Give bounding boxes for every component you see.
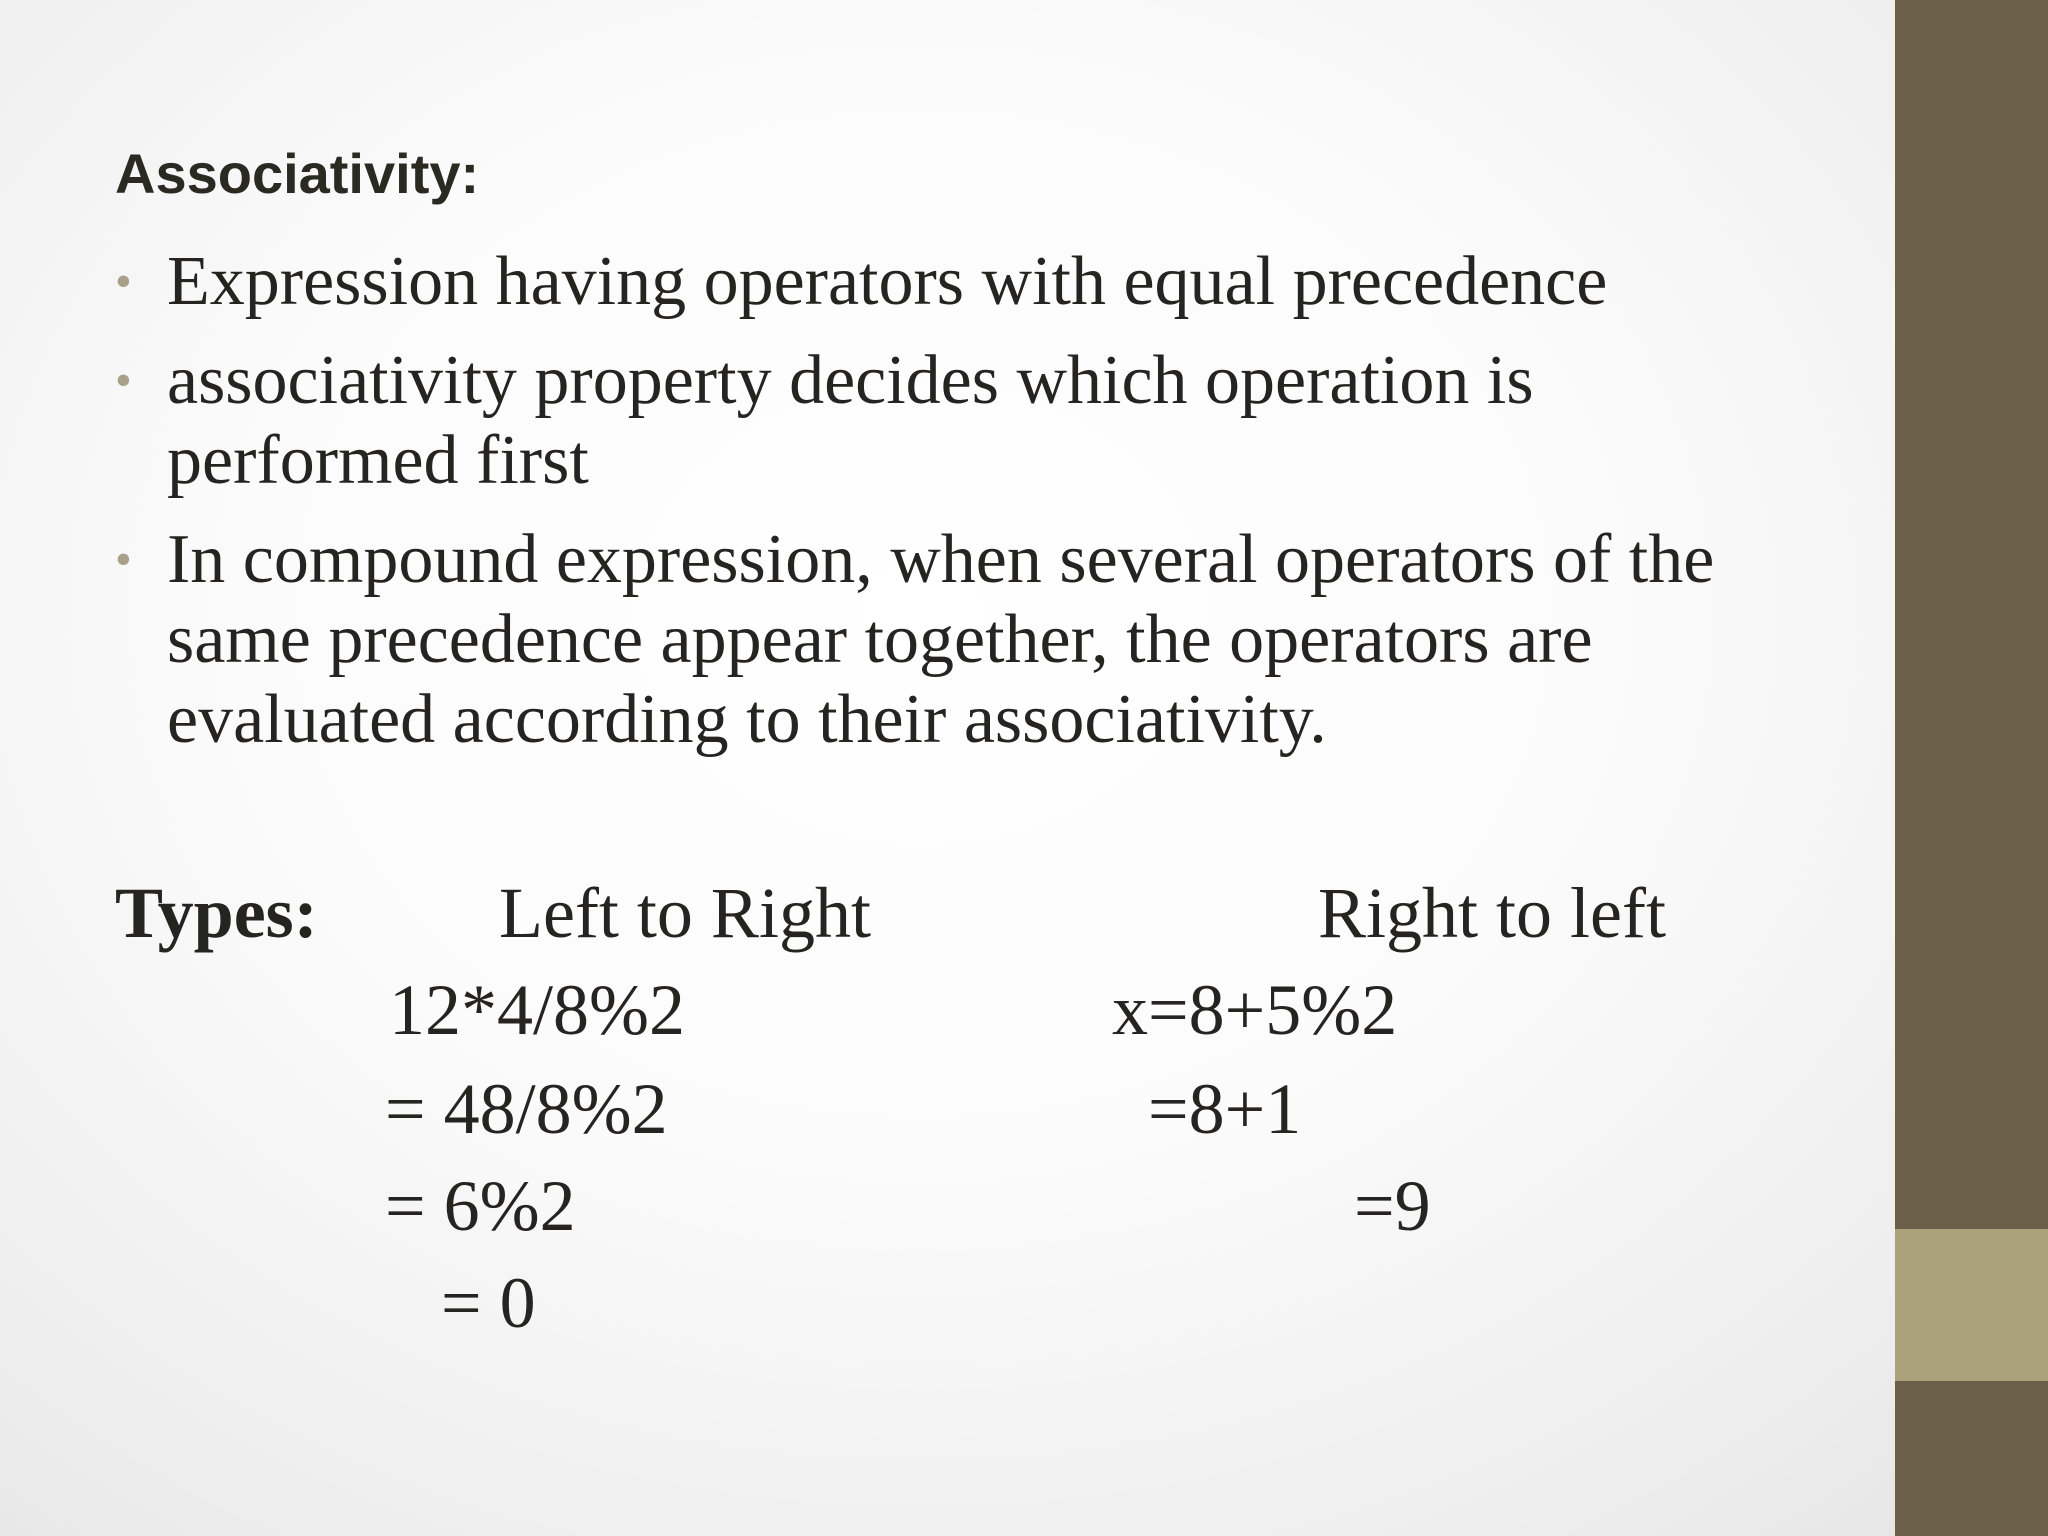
bullet-text: associativity property decides which operation is performed first [167, 342, 1534, 499]
types-label: Types: [115, 873, 318, 953]
ltr-step: = 48/8%2 [385, 1069, 668, 1149]
bullet-icon: • [115, 354, 132, 407]
left-to-right-title: Left to Right [499, 873, 871, 953]
bullet-icon: • [115, 255, 132, 308]
rtl-step: x=8+5%2 [1112, 970, 1398, 1050]
bullet-icon: • [115, 533, 132, 586]
right-to-left-title: Right to left [1318, 873, 1666, 953]
bullet-item [115, 520, 1795, 760]
bullet-list [115, 242, 1795, 779]
ltr-step: = 6%2 [385, 1166, 576, 1246]
ltr-step: 12*4/8%2 [389, 970, 685, 1050]
bullet-text: Expression having operators with equal precedence [167, 243, 1608, 320]
rtl-step: =9 [1354, 1166, 1431, 1246]
sidebar-accent-band [1895, 1229, 2048, 1381]
slide-heading: Associativity: [115, 142, 480, 205]
sidebar-decoration [1895, 0, 2048, 1536]
rtl-step: =8+1 [1148, 1069, 1302, 1149]
bullet-text: In compound expression, when several operators of the same precedence appear together, the operators are evaluated according to their associativity. [167, 521, 1715, 758]
ltr-step: = 0 [441, 1263, 536, 1343]
bullet-item [115, 242, 1795, 322]
bullet-item [115, 341, 1795, 501]
